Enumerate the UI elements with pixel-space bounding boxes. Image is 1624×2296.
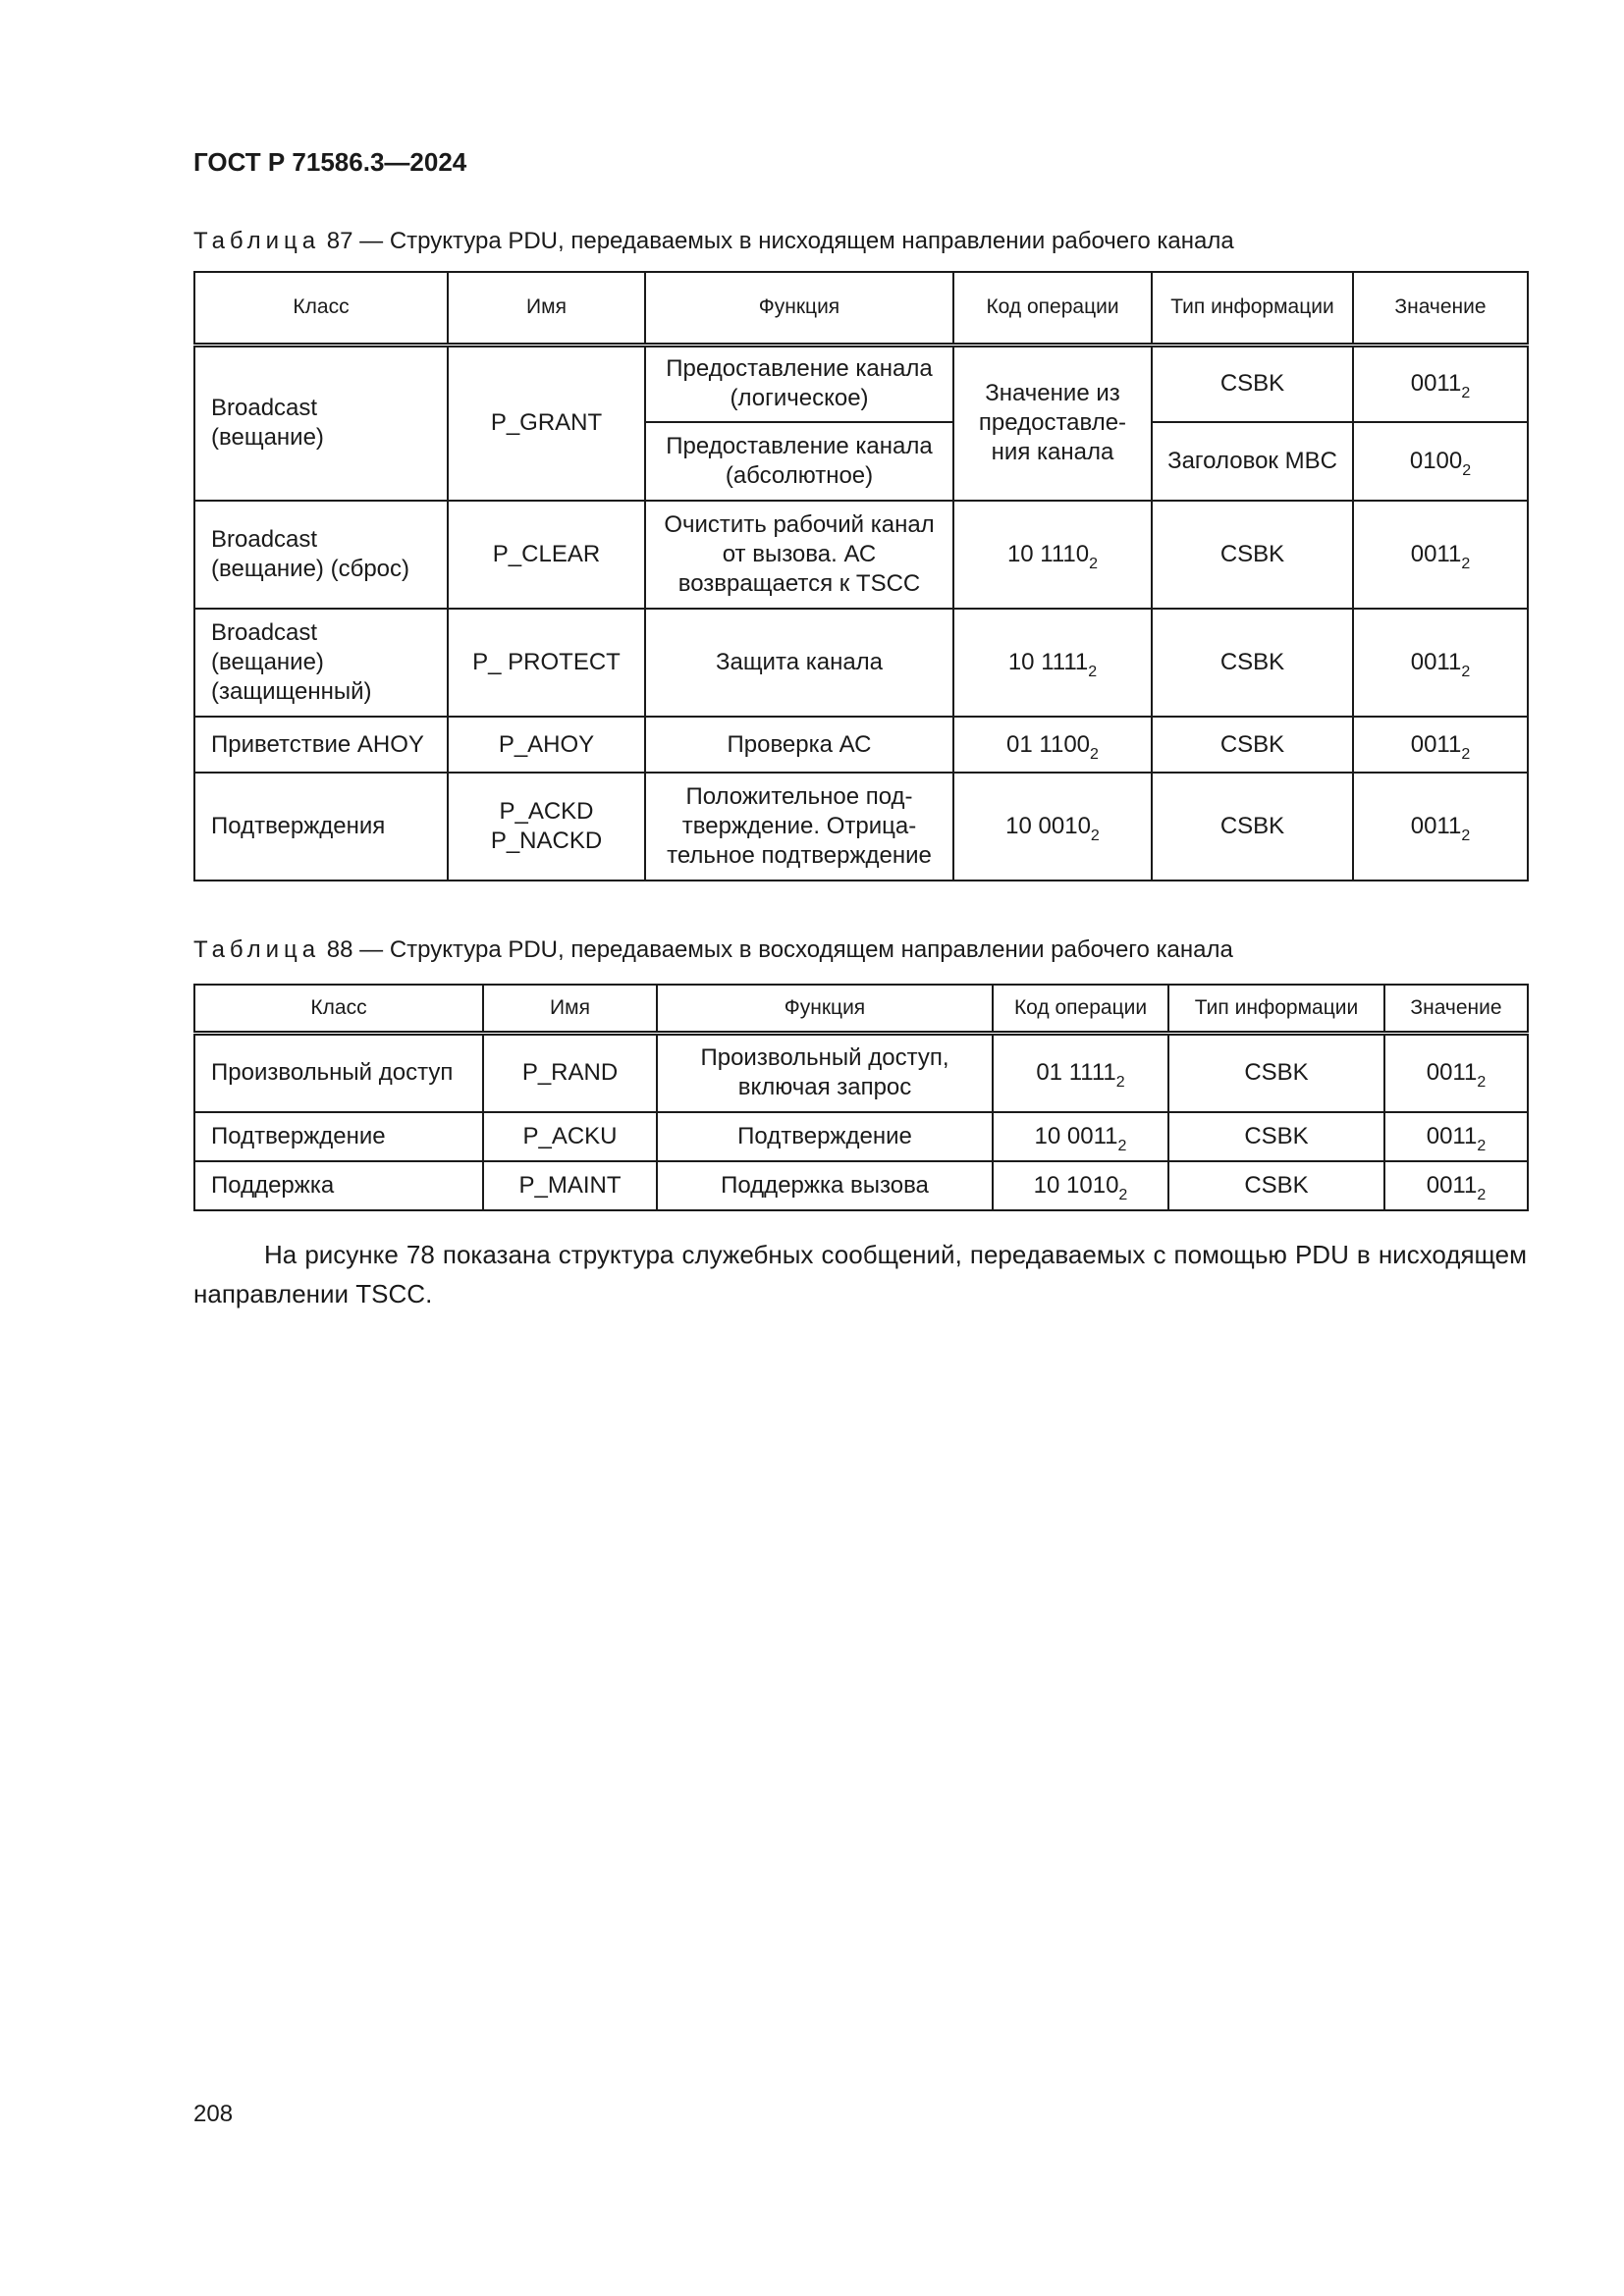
table88-header-info-type: Тип информации — [1168, 985, 1384, 1033]
value-text: 0011 — [1426, 1059, 1478, 1087]
opcode-cell — [953, 717, 1152, 773]
function-cell: Положительное под-тверждение. Отрица-тельное подтверждение — [645, 773, 953, 881]
name-cell: P_ PROTECT — [448, 609, 645, 717]
value-text: 0100 — [1409, 448, 1463, 474]
function-cell: Произвольный доступ, включая запрос — [657, 1033, 993, 1112]
value-subscript: 2 — [1461, 828, 1471, 844]
value-text: 0011 — [1410, 813, 1462, 839]
table87-header-info-type: Тип информации — [1152, 272, 1353, 345]
info-type-cell: CSBK — [1168, 1112, 1384, 1161]
opcode-cell — [953, 501, 1152, 609]
opcode-text: 10 1111 — [1007, 649, 1089, 675]
name-cell: P_CLEAR — [448, 501, 645, 609]
opcode-subscript: 2 — [1089, 556, 1099, 572]
value-subscript: 2 — [1477, 1138, 1487, 1154]
table88-caption-word: Таблица — [193, 936, 321, 963]
class-cell: Broadcast (вещание) — [194, 345, 448, 501]
value-cell — [1353, 609, 1528, 717]
function-cell: Предоставление канала (логическое) — [645, 345, 953, 422]
paragraph-text: На рисунке 78 показана структура служебных сообщений, передаваемых с помощью PDU в нисходящем направлении TSCC. — [193, 1240, 1527, 1308]
value-text: 0011 — [1410, 730, 1462, 758]
info-type-cell: CSBK — [1152, 609, 1353, 717]
value-text: 0011 — [1426, 1172, 1478, 1199]
class-cell: Поддержка — [194, 1161, 483, 1210]
table87-caption-word: Таблица — [193, 228, 321, 254]
table88-caption-text: 88 — Структура PDU, передаваемых в восходящем направлении рабочего канала — [326, 936, 1233, 963]
table-row — [194, 717, 1528, 773]
opcode-cell — [993, 1161, 1168, 1210]
info-type-cell: CSBK — [1152, 773, 1353, 881]
name-cell: P_AHOY — [448, 717, 645, 773]
opcode-text: 10 0011 — [1034, 1123, 1118, 1149]
table87-caption-text: 87 — Структура PDU, передаваемых в нисходящем направлении рабочего канала — [326, 228, 1234, 254]
table-row — [194, 1112, 1528, 1161]
value-cell — [1384, 1033, 1528, 1112]
table87-header-class: Класс — [194, 272, 448, 345]
class-cell: Broadcast (вещание) (защищенный) — [194, 609, 448, 717]
opcode-cell — [953, 773, 1152, 881]
opcode-cell: Значение из предоставле-ния канала — [953, 345, 1152, 501]
table88-caption — [193, 936, 1233, 964]
document-header: ГОСТ Р 71586.3—2024 — [193, 147, 467, 177]
value-text: 0011 — [1410, 649, 1462, 675]
value-subscript: 2 — [1477, 1187, 1487, 1203]
info-type-cell: CSBK — [1152, 345, 1353, 422]
table88-header-name: Имя — [483, 985, 657, 1033]
info-type-cell: CSBK — [1168, 1161, 1384, 1210]
table87-header-row — [194, 272, 1528, 345]
name-cell — [448, 773, 645, 881]
value-cell — [1384, 1112, 1528, 1161]
table-88 — [193, 984, 1529, 1211]
value-cell — [1353, 345, 1528, 422]
value-subscript: 2 — [1477, 1074, 1487, 1092]
function-cell: Очистить рабочий канал от вызова. АС возвращается к TSCC — [645, 501, 953, 609]
name-cell: P_ACKU — [483, 1112, 657, 1161]
value-subscript: 2 — [1461, 556, 1471, 572]
table-87 — [193, 271, 1529, 881]
info-type-cell: CSBK — [1168, 1033, 1384, 1112]
table87-caption — [193, 228, 1234, 255]
function-cell: Подтверждение — [657, 1112, 993, 1161]
opcode-subscript: 2 — [1088, 664, 1098, 680]
function-cell: Поддержка вызова — [657, 1161, 993, 1210]
table-row — [194, 501, 1528, 609]
class-cell: Подтверждения — [194, 773, 448, 881]
info-type-cell: CSBK — [1152, 717, 1353, 773]
table88-header-opcode: Код операции — [993, 985, 1168, 1033]
name-line: P_NACKD — [490, 828, 603, 854]
opcode-text: 01 1100 — [1006, 730, 1091, 758]
table88-header-function: Функция — [657, 985, 993, 1033]
value-text: 0011 — [1426, 1123, 1478, 1149]
opcode-cell — [993, 1033, 1168, 1112]
table87-header-name: Имя — [448, 272, 645, 345]
page-number: 208 — [193, 2101, 234, 2127]
table-row — [194, 1161, 1528, 1210]
table-row — [194, 609, 1528, 717]
value-cell — [1353, 501, 1528, 609]
value-subscript: 2 — [1461, 664, 1471, 680]
table87-header-function: Функция — [645, 272, 953, 345]
value-cell — [1384, 1161, 1528, 1210]
value-subscript: 2 — [1462, 462, 1472, 479]
value-subscript: 2 — [1461, 745, 1471, 763]
opcode-cell — [953, 609, 1152, 717]
name-cell: P_GRANT — [448, 345, 645, 501]
name-cell: P_MAINT — [483, 1161, 657, 1210]
table88-header-row — [194, 985, 1528, 1033]
opcode-text: 10 1110 — [1006, 541, 1090, 567]
opcode-subscript: 2 — [1090, 828, 1100, 844]
info-type-cell: CSBK — [1152, 501, 1353, 609]
class-cell: Приветствие AHOY — [194, 717, 448, 773]
table88-header-class: Класс — [194, 985, 483, 1033]
table88-header-value: Значение — [1384, 985, 1528, 1033]
table-row — [194, 1033, 1528, 1112]
opcode-cell — [993, 1112, 1168, 1161]
class-cell: Произвольный доступ — [194, 1033, 483, 1112]
function-cell: Защита канала — [645, 609, 953, 717]
value-cell — [1353, 773, 1528, 881]
function-cell: Предоставление канала (абсолютное) — [645, 422, 953, 501]
table87-header-opcode: Код операции — [953, 272, 1152, 345]
class-cell: Подтверждение — [194, 1112, 483, 1161]
opcode-text: 10 0010 — [1005, 813, 1091, 839]
opcode-subscript: 2 — [1115, 1074, 1125, 1092]
opcode-subscript: 2 — [1090, 745, 1099, 763]
value-text: 0011 — [1410, 370, 1462, 398]
table87-header-value: Значение — [1353, 272, 1528, 345]
class-cell: Broadcast (вещание) (сброс) — [194, 501, 448, 609]
name-cell: P_RAND — [483, 1033, 657, 1112]
opcode-subscript: 2 — [1118, 1187, 1128, 1203]
body-paragraph — [193, 1235, 1527, 1313]
opcode-text: 10 1010 — [1033, 1172, 1119, 1199]
value-cell — [1353, 422, 1528, 501]
opcode-subscript: 2 — [1117, 1138, 1127, 1154]
value-subscript: 2 — [1461, 385, 1471, 402]
info-type-cell: Заголовок MBC — [1152, 422, 1353, 501]
name-line: P_ACKD — [499, 798, 594, 825]
value-text: 0011 — [1410, 541, 1462, 567]
value-cell — [1353, 717, 1528, 773]
opcode-text: 01 1111 — [1036, 1059, 1116, 1087]
table-row — [194, 345, 1528, 422]
table-row — [194, 773, 1528, 881]
function-cell: Проверка АС — [645, 717, 953, 773]
